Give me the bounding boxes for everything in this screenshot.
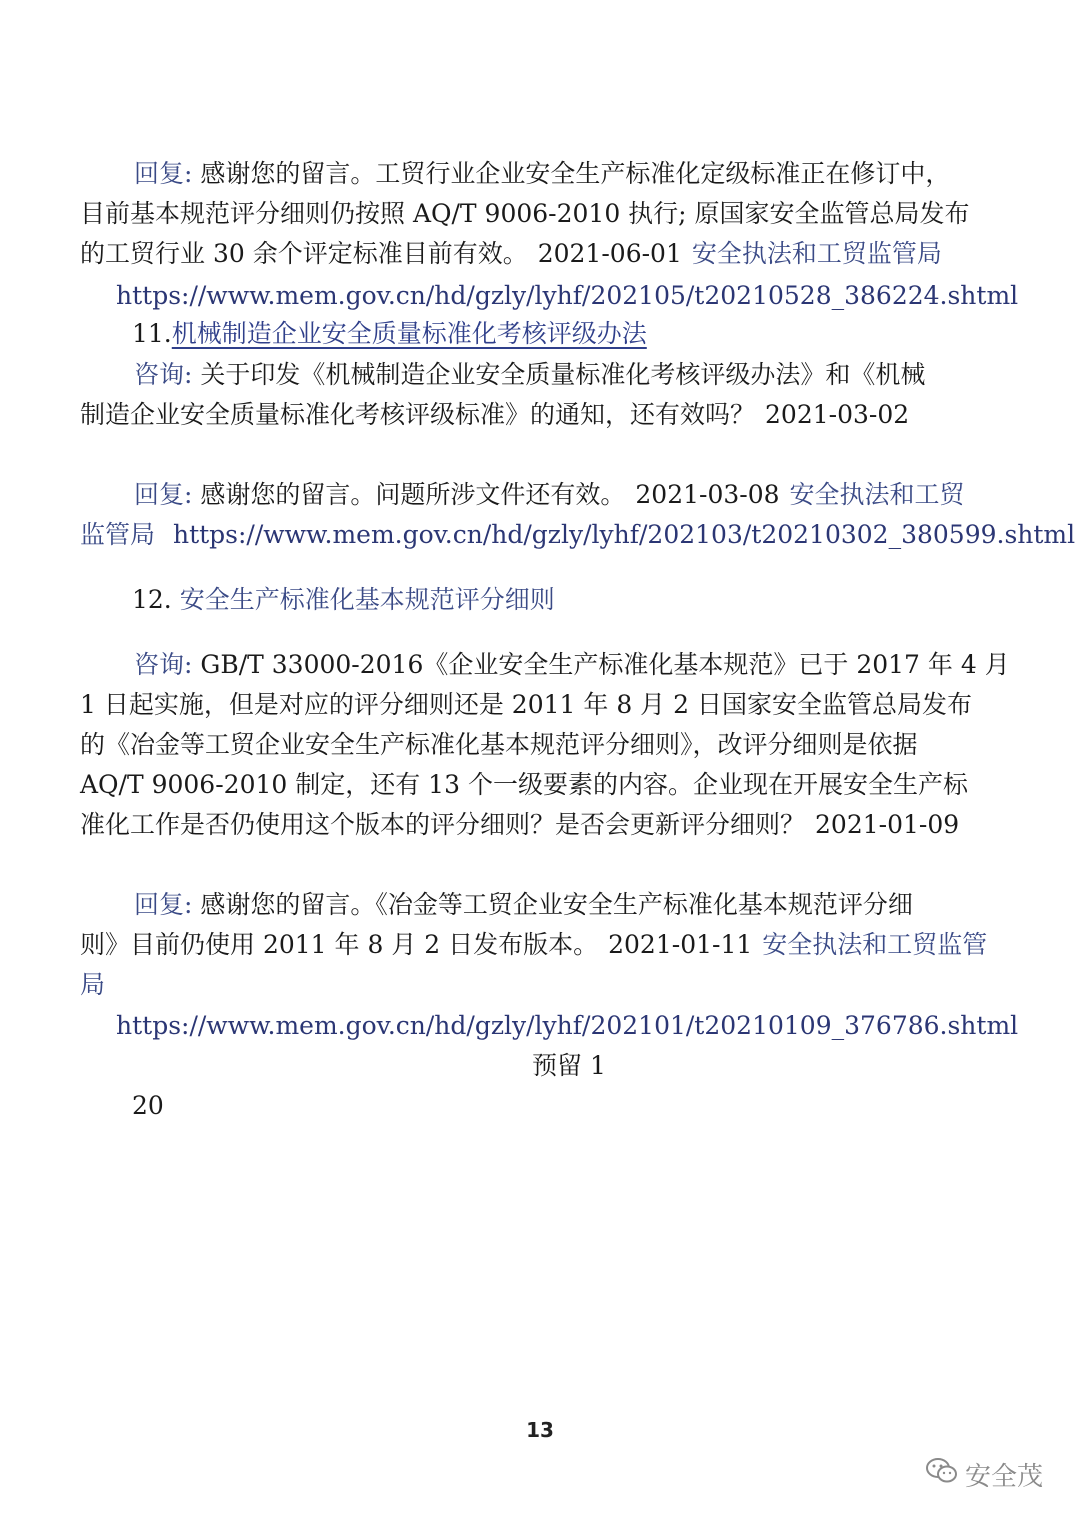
department: 安全执法和工贸监管局 bbox=[691, 239, 942, 268]
consult-date: 2021-03-02 bbox=[765, 400, 910, 429]
item-title-link[interactable]: 机械制造企业安全质量标准化考核评级办法 bbox=[171, 319, 647, 348]
source-link[interactable]: https://www.mem.gov.cn/hd/gzly/lyhf/202103/t20210302_380599.shtml bbox=[172, 520, 1076, 549]
department: 安全执法和工贸监管 bbox=[762, 930, 988, 959]
consult-12-line-3: 的《冶金等工贸企业安全生产标准化基本规范评分细则》，改评分细则是依据 bbox=[80, 730, 918, 759]
consult-text: 关于印发《机械制造企业安全质量标准化考核评级办法》和《机械 bbox=[192, 360, 926, 389]
consult-12-line-1 bbox=[134, 645, 1010, 685]
reply-text: 则》目前仍使用 2011 年 8 月 2 日发布版本。 bbox=[80, 930, 599, 959]
consult-12-line-4: AQ/T 9006-2010 制定，还有 13 个一级要素的内容。企业现在开展安全生产标 bbox=[80, 770, 968, 799]
consult-12-line-5 bbox=[80, 805, 969, 845]
item-12-heading bbox=[132, 580, 555, 620]
consult-text: 准化工作是否仍使用这个版本的评分细则？是否会更新评分细则？ bbox=[80, 810, 806, 839]
item-number: 11. bbox=[132, 319, 172, 348]
reply-date: 2021-06-01 bbox=[537, 239, 682, 268]
consult-text: GB/T 33000-2016《企业安全生产标准化基本规范》已于 2017 年 4 月 bbox=[192, 650, 1010, 679]
source-link[interactable]: https://www.mem.gov.cn/hd/gzly/lyhf/202105/t20210528_386224.shtml bbox=[116, 281, 1019, 310]
wechat-icon bbox=[925, 1457, 965, 1492]
item-number: 12. bbox=[132, 585, 180, 614]
consult-label: 咨询: bbox=[134, 360, 193, 389]
reply-label: 回复: bbox=[134, 159, 193, 188]
reply-12-url-line bbox=[116, 1006, 1018, 1046]
reply-text: 的工贸行业 30 余个评定标准目前有效。 bbox=[80, 239, 528, 268]
reserved-label: 预留 1 bbox=[532, 1051, 606, 1080]
reply-label: 回复: bbox=[134, 890, 193, 919]
reply-text: 感谢您的留言。工贸行业企业安全生产标准化定级标准正在修订中， bbox=[192, 159, 951, 188]
consult-text: 制造企业安全质量标准化考核评级标准》的通知，还有效吗？ bbox=[80, 400, 756, 429]
consult-12-line-2: 1 日起实施，但是对应的评分细则还是 2011 年 8 月 2 日国家安全监管总局发布 bbox=[80, 690, 972, 719]
reply-12-line-1 bbox=[134, 885, 913, 925]
page-number: 13 bbox=[526, 1418, 554, 1442]
department: 安全执法和工贸 bbox=[789, 480, 965, 509]
reserved-number: 20 bbox=[132, 1091, 164, 1120]
reply-1-line-1 bbox=[134, 154, 950, 194]
reply-1-line-3 bbox=[80, 234, 942, 274]
item-11-heading bbox=[132, 314, 647, 354]
source-link[interactable]: https://www.mem.gov.cn/hd/gzly/lyhf/202101/t20210109_376786.shtml bbox=[116, 1011, 1019, 1040]
department: 局 bbox=[80, 970, 106, 999]
department: 监管局 bbox=[80, 520, 156, 549]
item-title: 安全生产标准化基本规范评分细则 bbox=[179, 585, 555, 614]
reply-12-line-2 bbox=[80, 925, 987, 965]
reply-1-line-2: 目前基本规范评分细则仍按照 AQ/T 9006-2010 执行; 原国家安全监管总局发布 bbox=[80, 199, 970, 228]
watermark-text: 安全茂 bbox=[965, 1462, 1044, 1492]
consult-11-line-2 bbox=[80, 395, 919, 435]
consult-label: 咨询: bbox=[134, 650, 193, 679]
reply-text: 感谢您的留言。问题所涉文件还有效。 bbox=[192, 480, 626, 509]
reply-12-line-3 bbox=[80, 965, 105, 1005]
watermark bbox=[925, 1456, 1043, 1493]
reply-date: 2021-01-11 bbox=[608, 930, 753, 959]
reply-11-line-2 bbox=[80, 515, 1075, 555]
reply-text: 感谢您的留言。《冶金等工贸企业安全生产标准化基本规范评分细 bbox=[192, 890, 913, 919]
consult-11-line-1 bbox=[134, 355, 925, 395]
reply-label: 回复: bbox=[134, 480, 193, 509]
reply-1-url-line bbox=[116, 276, 1018, 316]
reply-11-line-1 bbox=[134, 475, 965, 515]
consult-date: 2021-01-09 bbox=[815, 810, 960, 839]
reply-date: 2021-03-08 bbox=[635, 480, 780, 509]
